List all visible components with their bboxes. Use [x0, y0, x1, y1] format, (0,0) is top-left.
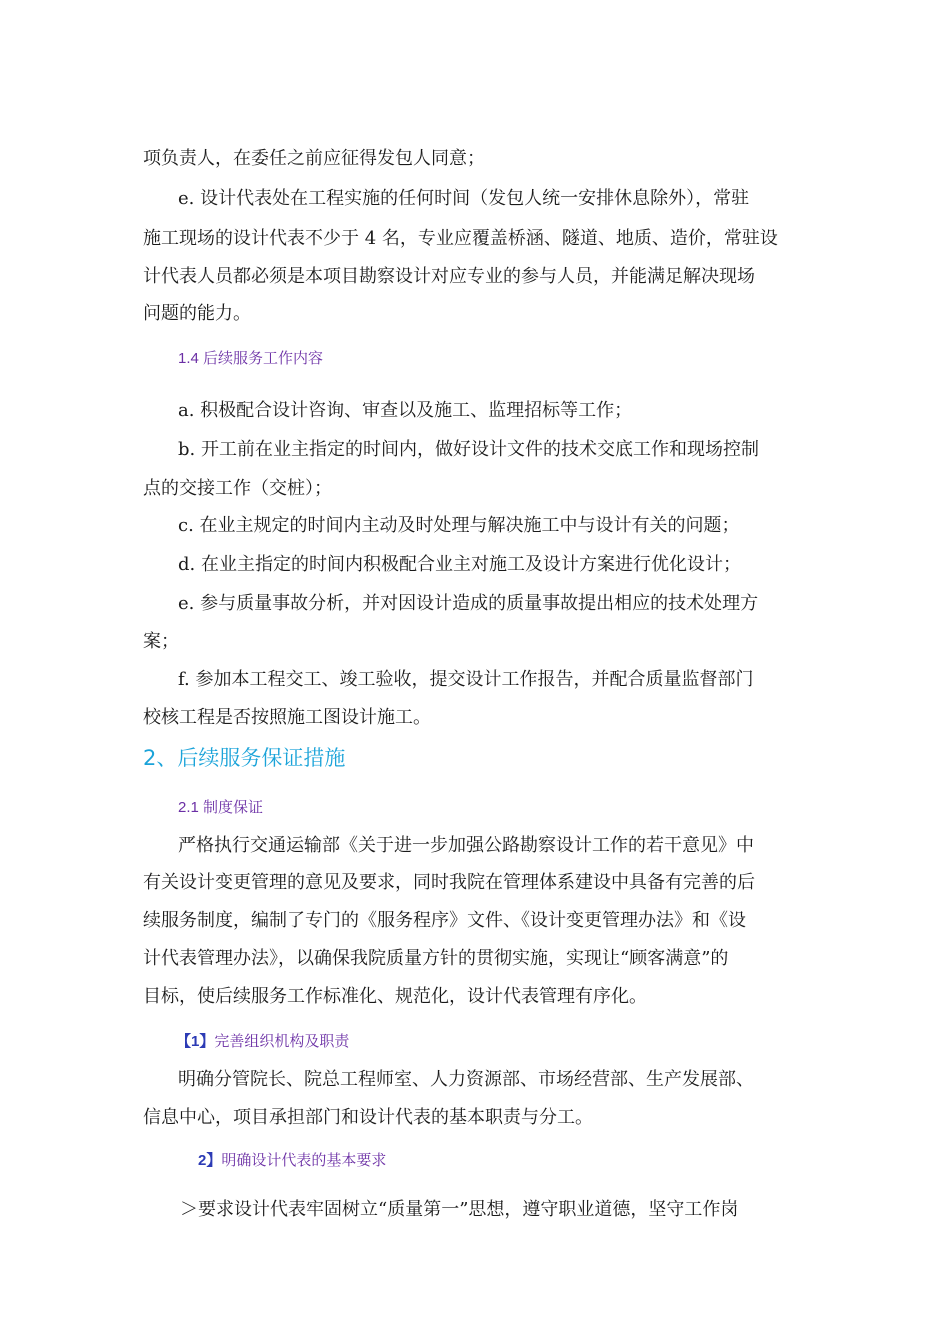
paragraph-line: 目标，使后续服务工作标准化、规范化，设计代表管理有序化。 [143, 986, 647, 1007]
item-title: 明确设计代表的基本要求 [221, 1152, 387, 1169]
paragraph-line: 计代表管理办法》，以确保我院质量方针的贯彻实施，实现让“顾客满意”的 [143, 948, 729, 969]
paragraph-line: 明确分管院长、院总工程师室、人力资源部、市场经营部、生产发展部、 [178, 1069, 754, 1090]
list-item-f: f. 参加本工程交工、竣工验收，提交设计工作报告，并配合质量监督部门 [178, 669, 754, 690]
paragraph-line: 续服务制度，编制了专门的《服务程序》文件、《设计变更管理办法》和《设 [143, 910, 746, 931]
list-item-f-cont: 校核工程是否按照施工图设计施工。 [143, 707, 431, 728]
section-heading-2-1: 2.1 制度保证 [178, 799, 264, 816]
list-item-d: d. 在业主指定的时间内积极配合业主对施工及设计方案进行优化设计； [178, 554, 741, 575]
paragraph-line: 计代表人员都必须是本项目勘察设计对应专业的参与人员，并能满足解决现场 [143, 266, 755, 287]
item-number: 【1】 [176, 1033, 215, 1050]
paragraph-line: 严格执行交通运输部《关于进一步加强公路勘察设计工作的若干意见》中 [178, 835, 754, 856]
list-item-a: a. 积极配合设计咨询、审查以及施工、监理招标等工作； [178, 400, 633, 421]
section-heading-1-4: 1.4 后续服务工作内容 [178, 350, 324, 367]
paragraph-line: e. 设计代表处在工程实施的任何时间（发包人统一安排休息除外），常驻 [178, 188, 750, 209]
item-heading-2 [198, 1151, 386, 1171]
list-item-e-cont: 案； [143, 631, 179, 652]
paragraph-line: 信息中心，项目承担部门和设计代表的基本职责与分工。 [143, 1107, 593, 1128]
list-item-c: c. 在业主规定的时间内主动及时处理与解决施工中与设计有关的问题； [178, 515, 740, 536]
paragraph-line: 项负责人，在委任之前应征得发包人同意； [143, 148, 485, 169]
list-item-b: b. 开工前在业主指定的时间内，做好设计文件的技术交底工作和现场控制 [178, 439, 759, 460]
list-item-e: e. 参与质量事故分析，并对因设计造成的质量事故提出相应的技术处理方 [178, 593, 759, 614]
paragraph-line: 问题的能力。 [143, 303, 251, 324]
item-title: 完善组织机构及职责 [214, 1033, 350, 1050]
chapter-heading-2: 2、后续服务保证措施 [143, 746, 346, 770]
list-item-b-cont: 点的交接工作（交桩）； [143, 478, 332, 499]
item-number: 2】 [198, 1152, 222, 1169]
paragraph-line: 有关设计变更管理的意见及要求，同时我院在管理体系建设中具备有完善的后 [143, 872, 755, 893]
requirement-line: ＞要求设计代表牢固树立“质量第一”思想，遵守职业道德，坚守工作岗 [180, 1199, 739, 1220]
paragraph-line: 施工现场的设计代表不少于 4 名，专业应覆盖桥涵、隧道、地质、造价，常驻设 [143, 228, 778, 249]
item-heading-1 [176, 1032, 349, 1052]
